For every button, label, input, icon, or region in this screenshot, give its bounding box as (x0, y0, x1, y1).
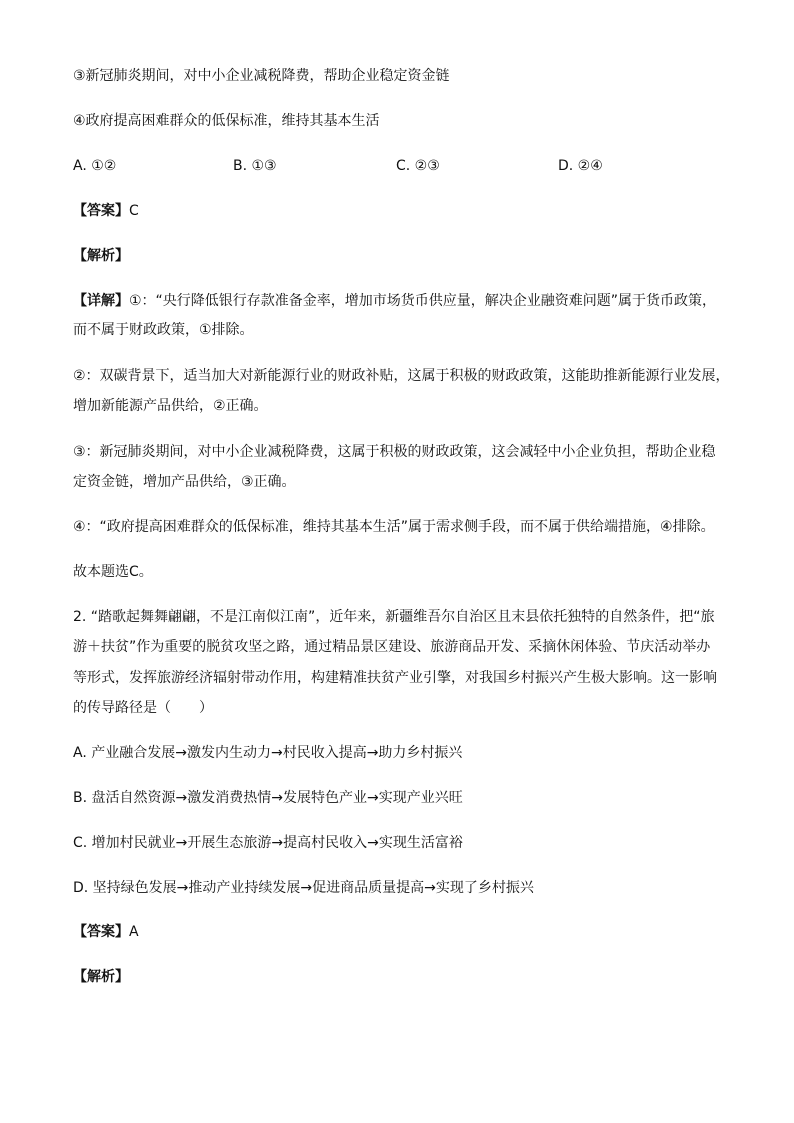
q2-stem-line-2: 游＋扶贫”作为重要的脱贫攻坚之路，通过精品景区建设、旅游商品开发、采摘休闲体验、节庆活动举办 (73, 639, 711, 655)
answer-value: C (129, 203, 139, 219)
q1-para3-line-1: ③：新冠肺炎期间，对中小企业减税降费，这属于积极的财政政策，这会减轻中小企业负担，帮助企业稳 (73, 444, 716, 460)
q1-item-4: ④政府提高困难群众的低保标准，维持其基本生活 (73, 113, 380, 129)
q1-para4: ④：“政府提高困难群众的低保标准，维持其基本生活”属于需求侧手段，而不属于供给端措施，④排除。 (73, 519, 715, 535)
q2-stem-line-4: 的传导路径是（ ） (73, 700, 213, 716)
q1-para3-line-2: 定资金链，增加产品供给，③正确。 (73, 474, 296, 490)
answer-label: 【答案】 (73, 203, 129, 219)
q2-option-c: C. 增加村民就业→开展生态旅游→提高村民收入→实现生活富裕 (73, 835, 463, 851)
q2-option-a: A. 产业融合发展→激发内生动力→村民收入提高→助力乡村振兴 (73, 745, 463, 761)
q2-answer (73, 922, 139, 942)
q1-detail-line-1 (73, 291, 716, 311)
answer-value: A (129, 924, 139, 940)
q1-option-b: B. ①③ (233, 158, 277, 174)
analysis-label: 【解析】 (73, 969, 129, 985)
q1-para2-line-2: 增加新能源产品供给，②正确。 (73, 398, 268, 414)
q2-stem-line-1: 2. “踏歌起舞舞翩翩，不是江南似江南”，近年来，新疆维吾尔自治区且末县依托独特的自然条件，把“旅 (73, 609, 715, 625)
q1-analysis-label (73, 246, 129, 266)
analysis-label: 【解析】 (73, 248, 129, 264)
q1-answer (73, 201, 139, 221)
q1-item-3: ③新冠肺炎期间，对中小企业减税降费，帮助企业稳定资金链 (73, 68, 450, 84)
q2-analysis-label (73, 967, 129, 987)
q1-conclusion: 故本题选C。 (73, 564, 153, 580)
q1-detail-line-2: 而不属于财政政策，①排除。 (73, 322, 254, 338)
q1-option-d: D. ②④ (558, 158, 603, 174)
q1-option-a: A. ①② (73, 158, 117, 174)
answer-label: 【答案】 (73, 924, 129, 940)
detail-label: 【详解】 (73, 293, 129, 309)
detail-text: ①：“央行降低银行存款准备金率，增加市场货币供应量，解决企业融资难问题”属于货币政策， (129, 293, 717, 309)
q1-para2-line-1: ②：双碳背景下，适当加大对新能源行业的财政补贴，这属于积极的财政政策，这能助推新能源行业发展， (73, 368, 730, 384)
q2-stem-line-3: 等形式，发挥旅游经济辐射带动作用，构建精准扶贫产业引擎，对我国乡村振兴产生极大影响。这一影响 (73, 670, 717, 686)
q1-options (73, 156, 723, 176)
q1-option-c: C. ②③ (396, 158, 440, 174)
q2-option-b: B. 盘活自然资源→激发消费热情→发展特色产业→实现产业兴旺 (73, 790, 463, 806)
q2-option-d: D. 坚持绿色发展→推动产业持续发展→促进商品质量提高→实现了乡村振兴 (73, 880, 534, 896)
